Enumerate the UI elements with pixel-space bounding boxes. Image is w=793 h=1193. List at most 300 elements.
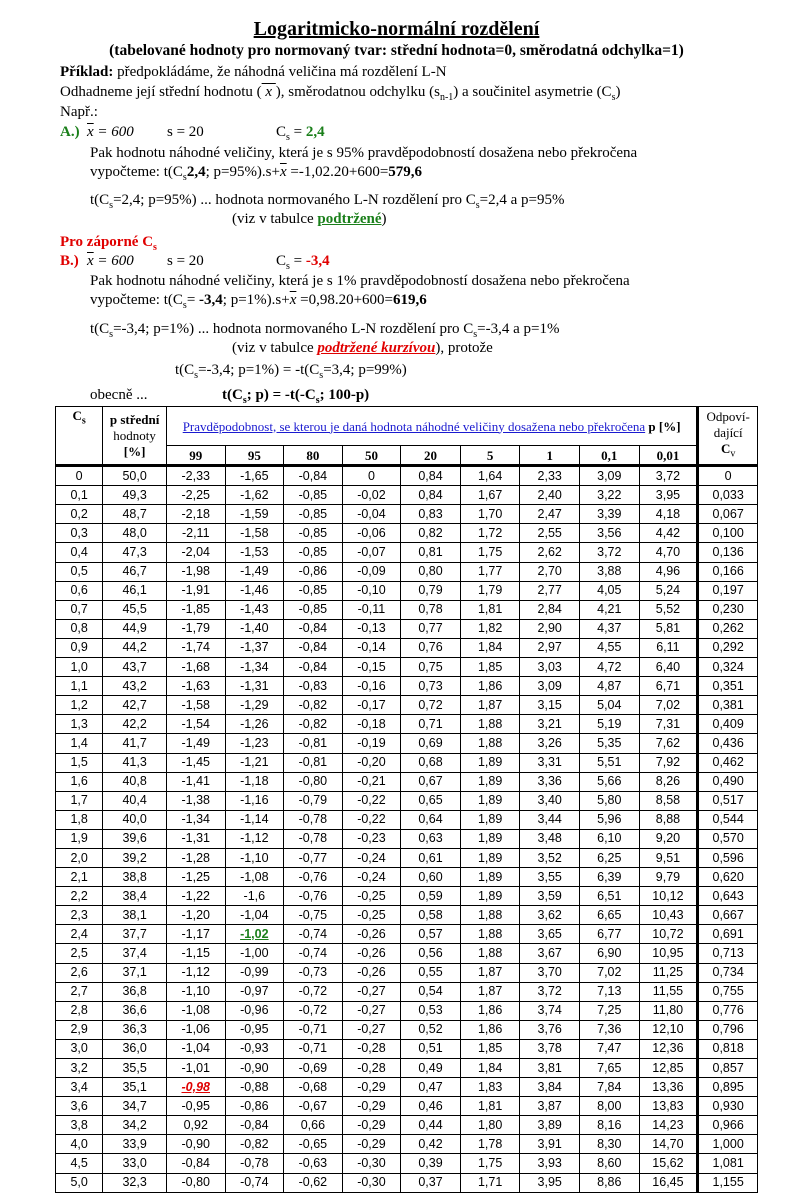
table-row bbox=[56, 505, 758, 524]
table-row bbox=[56, 715, 758, 734]
table-cell: 2,62 bbox=[520, 543, 580, 562]
table-row bbox=[56, 581, 758, 600]
table-cell: 0,8 bbox=[56, 619, 103, 638]
table-cell: -1,10 bbox=[225, 848, 284, 867]
table-cell: -0,27 bbox=[342, 1020, 401, 1039]
table-cell: 1,89 bbox=[460, 848, 520, 867]
table-cell: -1,21 bbox=[225, 753, 284, 772]
table-cell: -1,58 bbox=[225, 524, 284, 543]
table-cell: 6,10 bbox=[580, 829, 640, 848]
table-row bbox=[56, 944, 758, 963]
table-row bbox=[56, 1039, 758, 1058]
table-cell: 4,42 bbox=[639, 524, 698, 543]
table-row bbox=[56, 753, 758, 772]
table-cell: 3,55 bbox=[520, 868, 580, 887]
table-cell: 3,44 bbox=[520, 810, 580, 829]
table-cell: 9,51 bbox=[639, 848, 698, 867]
table-cell: -0,10 bbox=[342, 581, 401, 600]
table-row bbox=[56, 1116, 758, 1135]
table-cell: -0,26 bbox=[342, 944, 401, 963]
table-cell: -0,14 bbox=[342, 638, 401, 657]
table-cell: 40,4 bbox=[103, 791, 167, 810]
table-cell: -0,86 bbox=[225, 1097, 284, 1116]
table-cell: 1,70 bbox=[460, 505, 520, 524]
table-cell: 0,067 bbox=[698, 505, 758, 524]
table-cell: 37,1 bbox=[103, 963, 167, 982]
table-cell: -1,40 bbox=[225, 619, 284, 638]
highlight-cell-green: -1,02 bbox=[240, 926, 269, 941]
table-cell: -1,46 bbox=[225, 581, 284, 600]
table-cell: -0,19 bbox=[342, 734, 401, 753]
table-row bbox=[56, 677, 758, 696]
table-cell: 41,7 bbox=[103, 734, 167, 753]
table-row bbox=[56, 1078, 758, 1097]
table-cell: 1,89 bbox=[460, 887, 520, 906]
table-cell: 50,0 bbox=[103, 466, 167, 486]
table-cell: 1,67 bbox=[460, 486, 520, 505]
table-cell: 8,30 bbox=[580, 1135, 640, 1154]
table-cell: 14,70 bbox=[639, 1135, 698, 1154]
table-cell: 2,3 bbox=[56, 906, 103, 925]
table-cell: 11,25 bbox=[639, 963, 698, 982]
table-cell: -0,82 bbox=[284, 715, 343, 734]
table-cell: -0,25 bbox=[342, 887, 401, 906]
table-cell: 36,3 bbox=[103, 1020, 167, 1039]
table-cell: -1,14 bbox=[225, 810, 284, 829]
table-cell: 37,7 bbox=[103, 925, 167, 944]
table-cell: -1,08 bbox=[166, 1001, 225, 1020]
table-cell: 4,55 bbox=[580, 638, 640, 657]
table-cell: -0,62 bbox=[284, 1173, 343, 1192]
table-cell: 0,1 bbox=[56, 486, 103, 505]
table-cell: 0,857 bbox=[698, 1059, 758, 1078]
table-cell: 3,21 bbox=[520, 715, 580, 734]
table-cell: 1,1 bbox=[56, 677, 103, 696]
table-cell: 1,89 bbox=[460, 868, 520, 887]
table-cell: 0,570 bbox=[698, 829, 758, 848]
column-header-p-1: 95 bbox=[225, 446, 284, 466]
table-cell: -0,84 bbox=[225, 1116, 284, 1135]
table-cell: 0,68 bbox=[401, 753, 461, 772]
table-cell: 0 bbox=[698, 466, 758, 486]
intro-line-1: Příklad: předpokládáme, že náhodná veličina má rozdělení L-N bbox=[60, 64, 447, 80]
table-cell: -1,04 bbox=[166, 1039, 225, 1058]
table-cell: -0,83 bbox=[284, 677, 343, 696]
table-cell: 43,2 bbox=[103, 677, 167, 696]
table-cell: 2,8 bbox=[56, 1001, 103, 1020]
table-cell: 36,0 bbox=[103, 1039, 167, 1058]
table-cell: 1,84 bbox=[460, 638, 520, 657]
table-row bbox=[56, 1154, 758, 1173]
table-body bbox=[56, 466, 758, 1193]
table-cell: 2,4 bbox=[56, 925, 103, 944]
table-cell: -1,00 bbox=[225, 944, 284, 963]
table-cell: 1,89 bbox=[460, 829, 520, 848]
table-cell: 0,60 bbox=[401, 868, 461, 887]
table-cell: 1,3 bbox=[56, 715, 103, 734]
table-cell: 3,39 bbox=[580, 505, 640, 524]
table-cell: 0,44 bbox=[401, 1116, 461, 1135]
table-cell: 42,7 bbox=[103, 696, 167, 715]
table-cell: -1,18 bbox=[225, 772, 284, 791]
table-row bbox=[56, 829, 758, 848]
table-cell: 0,63 bbox=[401, 829, 461, 848]
example-b-header: B.) $\overline{x} = 600$ s = 20 $C_s = -3,4$ bbox=[60, 253, 330, 272]
table-cell: -0,65 bbox=[284, 1135, 343, 1154]
table-cell: 39,6 bbox=[103, 829, 167, 848]
table-cell: 12,10 bbox=[639, 1020, 698, 1039]
table-cell: 6,90 bbox=[580, 944, 640, 963]
table-cell: 0,409 bbox=[698, 715, 758, 734]
table-cell: -1,15 bbox=[166, 944, 225, 963]
table-cell: -0,93 bbox=[225, 1039, 284, 1058]
table-cell: 35,1 bbox=[103, 1078, 167, 1097]
table-row bbox=[56, 791, 758, 810]
table-cell: -1,65 bbox=[225, 466, 284, 486]
table-cell: -2,18 bbox=[166, 505, 225, 524]
table-cell: -1,20 bbox=[166, 906, 225, 925]
table-cell: 5,80 bbox=[580, 791, 640, 810]
table-cell: -1,38 bbox=[166, 791, 225, 810]
table-cell: 3,09 bbox=[580, 466, 640, 486]
table-cell: -0,63 bbox=[284, 1154, 343, 1173]
table-cell: 1,81 bbox=[460, 1097, 520, 1116]
table-cell: -0,85 bbox=[284, 486, 343, 505]
table-cell: 0,351 bbox=[698, 677, 758, 696]
table-cell: -2,11 bbox=[166, 524, 225, 543]
table-cell: 2,77 bbox=[520, 581, 580, 600]
table-cell: -0,16 bbox=[342, 677, 401, 696]
table-cell: -0,81 bbox=[284, 753, 343, 772]
table-cell: 2,0 bbox=[56, 848, 103, 867]
table-cell: 0,53 bbox=[401, 1001, 461, 1020]
table-cell: 1,82 bbox=[460, 619, 520, 638]
table-cell: 0,73 bbox=[401, 677, 461, 696]
header-cv: Odpoví- dající $C_v$ bbox=[698, 407, 758, 466]
table-cell: 0,69 bbox=[401, 734, 461, 753]
table-cell: -0,25 bbox=[342, 906, 401, 925]
table-cell: -0,82 bbox=[284, 696, 343, 715]
example-a-text-2: vypočteme: $t(C_s2,4$; $p=95\%).s+\overline{x} =-1,02.20+600=579,6$ bbox=[90, 164, 423, 183]
table-cell: -0,22 bbox=[342, 810, 401, 829]
table-cell: -0,24 bbox=[342, 848, 401, 867]
table-cell: 5,35 bbox=[580, 734, 640, 753]
table-cell: 2,33 bbox=[520, 466, 580, 486]
table-row bbox=[56, 1001, 758, 1020]
table-row bbox=[56, 963, 758, 982]
table-cell: -1,28 bbox=[166, 848, 225, 867]
table-cell: 1,71 bbox=[460, 1173, 520, 1192]
table-cell: 3,84 bbox=[520, 1078, 580, 1097]
table-cell: 1,77 bbox=[460, 562, 520, 581]
table-cell: -0,23 bbox=[342, 829, 401, 848]
column-header-p-0: 99 bbox=[166, 446, 225, 466]
table-cell: 3,81 bbox=[520, 1059, 580, 1078]
table-cell: 4,70 bbox=[639, 543, 698, 562]
table-cell: 0,83 bbox=[401, 505, 461, 524]
table-cell: 0 bbox=[342, 466, 401, 486]
table-cell: 3,72 bbox=[580, 543, 640, 562]
table-cell: 3,76 bbox=[520, 1020, 580, 1039]
table-cell: 0,230 bbox=[698, 600, 758, 619]
table-cell: 15,62 bbox=[639, 1154, 698, 1173]
table-cell: 7,65 bbox=[580, 1059, 640, 1078]
table-row bbox=[56, 696, 758, 715]
table-cell: 36,8 bbox=[103, 982, 167, 1001]
table-cell: 1,89 bbox=[460, 753, 520, 772]
table-cell: 0,462 bbox=[698, 753, 758, 772]
table-cell: 0,92 bbox=[166, 1116, 225, 1135]
table-cell: -1,49 bbox=[166, 734, 225, 753]
table-cell: -0,84 bbox=[284, 619, 343, 638]
table-row bbox=[56, 600, 758, 619]
table-cell: -1,41 bbox=[166, 772, 225, 791]
table-cell: -0,97 bbox=[225, 982, 284, 1001]
table-cell: 1,8 bbox=[56, 810, 103, 829]
table-cell: 0,57 bbox=[401, 925, 461, 944]
table-cell: 6,77 bbox=[580, 925, 640, 944]
header-probability: Pravděpodobnost, se kterou je daná hodnota náhodné veličiny dosažena nebo překročena p [%] bbox=[166, 407, 697, 446]
table-cell: 0,691 bbox=[698, 925, 758, 944]
table-cell: 0,966 bbox=[698, 1116, 758, 1135]
table-cell: 5,66 bbox=[580, 772, 640, 791]
table-cell: 7,47 bbox=[580, 1039, 640, 1058]
table-cell: 0,82 bbox=[401, 524, 461, 543]
table-cell: -0,84 bbox=[284, 466, 343, 486]
table-cell: -0,79 bbox=[284, 791, 343, 810]
header-cs: $C_s$ bbox=[56, 407, 103, 466]
table-cell: -0,88 bbox=[225, 1078, 284, 1097]
table-cell: 6,51 bbox=[580, 887, 640, 906]
table-cell: -1,16 bbox=[225, 791, 284, 810]
table-cell: -1,25 bbox=[166, 868, 225, 887]
table-cell: -1,54 bbox=[166, 715, 225, 734]
table-cell: 2,70 bbox=[520, 562, 580, 581]
column-header-p-2: 80 bbox=[284, 446, 343, 466]
table-row bbox=[56, 848, 758, 867]
table-cell: -0,18 bbox=[342, 715, 401, 734]
table-cell: 5,0 bbox=[56, 1173, 103, 1192]
table-row bbox=[56, 619, 758, 638]
table-cell: 1,75 bbox=[460, 1154, 520, 1173]
table-cell: 1,75 bbox=[460, 543, 520, 562]
table-cell: 0,78 bbox=[401, 600, 461, 619]
table-cell: -1,45 bbox=[166, 753, 225, 772]
table-cell: 36,6 bbox=[103, 1001, 167, 1020]
table-cell: 0,59 bbox=[401, 887, 461, 906]
table-cell: -1,31 bbox=[166, 829, 225, 848]
table-cell: 1,86 bbox=[460, 677, 520, 696]
table-cell: 1,84 bbox=[460, 1059, 520, 1078]
table-cell: 0,54 bbox=[401, 982, 461, 1001]
table-row bbox=[56, 638, 758, 657]
table-cell: 2,6 bbox=[56, 963, 103, 982]
table-cell: 1,87 bbox=[460, 982, 520, 1001]
table-cell: 1,2 bbox=[56, 696, 103, 715]
table-cell: -0,29 bbox=[342, 1116, 401, 1135]
table-cell: 0,47 bbox=[401, 1078, 461, 1097]
table-cell: -0,76 bbox=[284, 868, 343, 887]
table-cell: 0,2 bbox=[56, 505, 103, 524]
table-cell: -0,72 bbox=[284, 982, 343, 1001]
example-b-text-3: $t(C_s=-3,4$; p=1%) ... hodnota normovaného L-N rozdělení pro $C_s=-3,4$ a p=1% bbox=[90, 321, 560, 340]
table-cell: 40,8 bbox=[103, 772, 167, 791]
table-cell: -0,29 bbox=[342, 1078, 401, 1097]
table-cell: 3,65 bbox=[520, 925, 580, 944]
table-cell: 5,51 bbox=[580, 753, 640, 772]
table-cell: 0,65 bbox=[401, 791, 461, 810]
table-cell: 0,80 bbox=[401, 562, 461, 581]
column-header-p-3: 50 bbox=[342, 446, 401, 466]
table-cell: 0,895 bbox=[698, 1078, 758, 1097]
table-cell: 1,79 bbox=[460, 581, 520, 600]
table-cell: 9,20 bbox=[639, 829, 698, 848]
table-cell: 7,31 bbox=[639, 715, 698, 734]
table-row bbox=[56, 982, 758, 1001]
table-cell: 0,67 bbox=[401, 772, 461, 791]
table-cell: 3,09 bbox=[520, 677, 580, 696]
table-cell: 5,96 bbox=[580, 810, 640, 829]
table-cell: 33,0 bbox=[103, 1154, 167, 1173]
table-cell: -0,09 bbox=[342, 562, 401, 581]
table-cell: 0,55 bbox=[401, 963, 461, 982]
table-cell: 6,65 bbox=[580, 906, 640, 925]
table-cell: 0,776 bbox=[698, 1001, 758, 1020]
table-cell: 1,80 bbox=[460, 1116, 520, 1135]
table-cell: 0,71 bbox=[401, 715, 461, 734]
table-cell: 0,39 bbox=[401, 1154, 461, 1173]
table-cell: -0,81 bbox=[284, 734, 343, 753]
table-cell: -0,80 bbox=[166, 1173, 225, 1192]
table-cell: 8,26 bbox=[639, 772, 698, 791]
table-cell: -0,85 bbox=[284, 543, 343, 562]
table-cell: 0,324 bbox=[698, 658, 758, 677]
table-cell: 0,84 bbox=[401, 466, 461, 486]
table-cell: -0,77 bbox=[284, 848, 343, 867]
table-row bbox=[56, 772, 758, 791]
table-cell: 0,64 bbox=[401, 810, 461, 829]
table-cell: 0,5 bbox=[56, 562, 103, 581]
table-cell: 3,95 bbox=[520, 1173, 580, 1192]
table-cell: -1,08 bbox=[225, 868, 284, 887]
table-cell: -0,73 bbox=[284, 963, 343, 982]
table-cell: 3,48 bbox=[520, 829, 580, 848]
table-cell: 1,89 bbox=[460, 791, 520, 810]
table-cell: 0,166 bbox=[698, 562, 758, 581]
table-cell: 7,02 bbox=[639, 696, 698, 715]
table-cell: 1,000 bbox=[698, 1135, 758, 1154]
table-cell: -0,07 bbox=[342, 543, 401, 562]
table-cell: 16,45 bbox=[639, 1173, 698, 1192]
table-cell: 13,36 bbox=[639, 1078, 698, 1097]
table-row bbox=[56, 658, 758, 677]
table-row bbox=[56, 543, 758, 562]
table-cell: 0,490 bbox=[698, 772, 758, 791]
table-cell: -1,22 bbox=[166, 887, 225, 906]
table-cell: 1,86 bbox=[460, 1020, 520, 1039]
table-row bbox=[56, 524, 758, 543]
table-cell: 0,713 bbox=[698, 944, 758, 963]
table-cell: 3,91 bbox=[520, 1135, 580, 1154]
table-cell: 1,87 bbox=[460, 963, 520, 982]
table-cell: 3,4 bbox=[56, 1078, 103, 1097]
table-cell: 2,84 bbox=[520, 600, 580, 619]
table-cell: 4,05 bbox=[580, 581, 640, 600]
column-header-p-7: 0,1 bbox=[580, 446, 640, 466]
table-cell: 4,37 bbox=[580, 619, 640, 638]
lognormal-table bbox=[55, 406, 758, 1193]
table-cell: 3,70 bbox=[520, 963, 580, 982]
table-cell: 10,95 bbox=[639, 944, 698, 963]
table-cell: 35,5 bbox=[103, 1059, 167, 1078]
table-cell: -0,20 bbox=[342, 753, 401, 772]
table-cell: 0,79 bbox=[401, 581, 461, 600]
table-cell: 11,55 bbox=[639, 982, 698, 1001]
table-cell: -1,74 bbox=[166, 638, 225, 657]
table-cell: -0,27 bbox=[342, 982, 401, 1001]
table-row bbox=[56, 1135, 758, 1154]
table-cell: 4,96 bbox=[639, 562, 698, 581]
table-cell: -1,17 bbox=[166, 925, 225, 944]
table-cell: -0,67 bbox=[284, 1097, 343, 1116]
table-cell: -0,24 bbox=[342, 868, 401, 887]
table-cell: 8,16 bbox=[580, 1116, 640, 1135]
table-cell: 3,56 bbox=[580, 524, 640, 543]
table-cell: 38,4 bbox=[103, 887, 167, 906]
table-cell: 1,88 bbox=[460, 734, 520, 753]
table-cell: 3,74 bbox=[520, 1001, 580, 1020]
table-cell: 0,734 bbox=[698, 963, 758, 982]
table-cell: 7,25 bbox=[580, 1001, 640, 1020]
table-cell: 2,9 bbox=[56, 1020, 103, 1039]
table-cell: 0,72 bbox=[401, 696, 461, 715]
table-cell: -1,6 bbox=[225, 887, 284, 906]
table-cell: -1,10 bbox=[166, 982, 225, 1001]
table-cell: 6,71 bbox=[639, 677, 698, 696]
table-cell: 3,2 bbox=[56, 1059, 103, 1078]
table-cell: 8,00 bbox=[580, 1097, 640, 1116]
table-cell: -0,78 bbox=[284, 810, 343, 829]
table-row bbox=[56, 562, 758, 581]
table-cell: 3,8 bbox=[56, 1116, 103, 1135]
table-row bbox=[56, 1059, 758, 1078]
table-cell: -1,34 bbox=[166, 810, 225, 829]
table-cell: 7,62 bbox=[639, 734, 698, 753]
table-cell: 3,15 bbox=[520, 696, 580, 715]
table-cell: -0,26 bbox=[342, 925, 401, 944]
table-cell: 3,72 bbox=[520, 982, 580, 1001]
table-cell: 7,84 bbox=[580, 1078, 640, 1097]
table-cell: 0,620 bbox=[698, 868, 758, 887]
table-cell: 1,88 bbox=[460, 906, 520, 925]
table-cell: 34,2 bbox=[103, 1116, 167, 1135]
table-cell: 0,544 bbox=[698, 810, 758, 829]
table-cell: -0,29 bbox=[342, 1135, 401, 1154]
table-cell: -1,29 bbox=[225, 696, 284, 715]
table-cell: -0,28 bbox=[342, 1039, 401, 1058]
table-cell: 1,155 bbox=[698, 1173, 758, 1192]
table-cell: -0,15 bbox=[342, 658, 401, 677]
table-row bbox=[56, 887, 758, 906]
table-cell: 3,67 bbox=[520, 944, 580, 963]
table-cell: 44,9 bbox=[103, 619, 167, 638]
table-cell: 4,5 bbox=[56, 1154, 103, 1173]
table-cell: 2,40 bbox=[520, 486, 580, 505]
table-cell: -0,99 bbox=[225, 963, 284, 982]
table-cell: 7,13 bbox=[580, 982, 640, 1001]
table-cell: 2,55 bbox=[520, 524, 580, 543]
table-cell: 1,88 bbox=[460, 715, 520, 734]
